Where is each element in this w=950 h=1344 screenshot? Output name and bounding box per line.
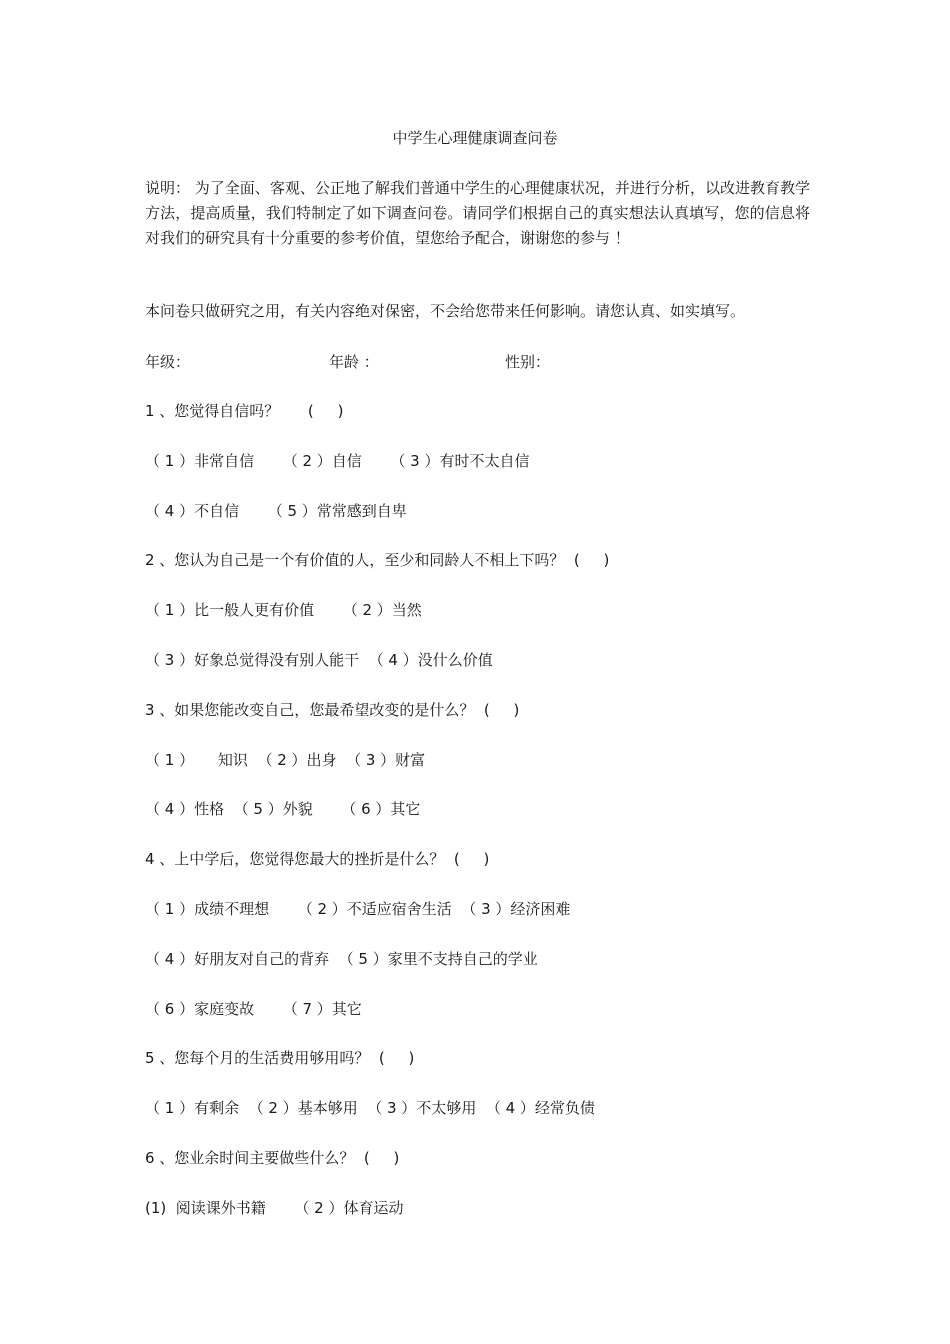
question-1: 1 、您觉得自信吗？ ( ) [145, 402, 344, 420]
q4-options-line-2: （ 4 ）好朋友对自己的背弃 （ 5 ）家里不支持自己的学业 [145, 950, 538, 968]
q3-options-line-1: （ 1 ） 知识 （ 2 ）出身 （ 3 ）财富 [145, 751, 426, 769]
question-6: 6 、您业余时间主要做些什么？ ( ) [145, 1149, 400, 1167]
question-5: 5 、您每个月的生活费用够用吗？ ( ) [145, 1049, 415, 1067]
q1-options-line-1: （ 1 ）非常自信 （ 2 ）自信 （ 3 ）有时不太自信 [145, 452, 530, 470]
grade-label: 年级： [145, 353, 191, 371]
q2-options-line-1: （ 1 ）比一般人更有价值 （ 2 ）当然 [145, 601, 422, 619]
question-2: 2 、您认为自己是一个有价值的人，至少和同龄人不相上下吗？ ( ) [145, 551, 610, 569]
q6-options-line-1: (1) 阅读课外书籍 （ 2 ）体育运动 [145, 1199, 404, 1217]
document-title: 中学生心理健康调查问卷 [392, 129, 558, 147]
q1-options-line-2: （ 4 ）不自信 （ 5 ）常常感到自卑 [145, 502, 407, 520]
q3-options-line-2: （ 4 ）性格 （ 5 ）外貌 （ 6 ）其它 [145, 800, 421, 818]
age-label: 年龄 ： [329, 353, 379, 371]
q4-options-line-3: （ 6 ）家庭变故 （ 7 ）其它 [145, 1000, 362, 1018]
question-3: 3 、如果您能改变自己，您最希望改变的是什么？ ( ) [145, 701, 520, 719]
gender-label: 性别： [505, 353, 551, 371]
question-4: 4 、上中学后，您觉得您最大的挫折是什么？ ( ) [145, 850, 490, 868]
q4-options-line-1: （ 1 ）成绩不理想 （ 2 ）不适应宿舍生活 （ 3 ）经济困难 [145, 900, 571, 918]
intro-paragraph: 说明： 为了全面、客观、公正地了解我们普通中学生的心理健康状况，并进行分析，以改进教育教学方法，提高质量，我们特制定了如下调查问卷。请同学们根据自己的真实想法认真填写，您的信息将对我们的研究具有十分重要的参考价值，望您给予配合，谢谢您的参与 ！ [145, 179, 810, 247]
q2-options-line-2: （ 3 ）好象总觉得没有别人能干 （ 4 ）没什么价值 [145, 651, 493, 669]
q5-options-line-1: （ 1 ）有剩余 （ 2 ）基本够用 （ 3 ）不太够用 （ 4 ）经常负债 [145, 1099, 595, 1117]
privacy-notice: 本问卷只做研究之用，有关内容绝对保密，不会给您带来任何影响。请您认真、如实填写。 [145, 302, 746, 320]
